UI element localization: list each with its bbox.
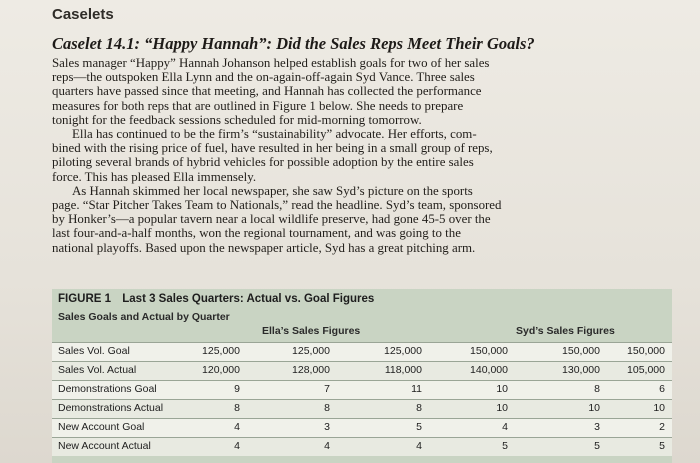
cell: 4 bbox=[234, 421, 240, 433]
cell: 8 bbox=[594, 383, 600, 395]
table-row bbox=[52, 399, 672, 418]
table-row bbox=[52, 342, 672, 361]
cell: 130,000 bbox=[562, 364, 600, 376]
figure-caption bbox=[58, 293, 374, 305]
cell: 5 bbox=[416, 421, 422, 433]
row-label: Demonstrations Actual bbox=[58, 402, 164, 414]
figure-1-table bbox=[52, 289, 672, 463]
cell: 10 bbox=[653, 402, 665, 414]
cell: 10 bbox=[496, 383, 508, 395]
figure-label: FIGURE 1 bbox=[58, 293, 112, 305]
row-label: Sales Vol. Actual bbox=[58, 364, 137, 376]
body-line: force. This has pleased Ella immensely. bbox=[52, 169, 257, 184]
body-line: last four-and-a-half months, won the regional tournament, and was going to the bbox=[52, 226, 461, 241]
cell: 150,000 bbox=[627, 345, 665, 357]
cell: 4 bbox=[502, 421, 508, 433]
table-row bbox=[52, 380, 672, 399]
cell: 5 bbox=[594, 440, 600, 452]
cell: 5 bbox=[502, 440, 508, 452]
body-line: Sales manager “Happy” Hannah Johanson helped establish goals for two of her sales bbox=[52, 56, 490, 70]
cell: 125,000 bbox=[384, 345, 422, 357]
cell: 8 bbox=[324, 402, 330, 414]
body-line: national playoffs. Based upon the newspaper article, Syd has a great pitching arm. bbox=[52, 240, 476, 255]
body-line: by Honker’s—a popular tavern near a local wildlife preserve, had gone 45-5 over the bbox=[52, 212, 491, 227]
table-row bbox=[52, 361, 672, 380]
cell: 125,000 bbox=[292, 345, 330, 357]
cell: 10 bbox=[588, 402, 600, 414]
body-line: quarters have passed since that meeting, and Hannah has collected the performance bbox=[52, 84, 482, 99]
caselet-body bbox=[52, 56, 540, 255]
caselet-title: Caselet 14.1: “Happy Hannah”: Did the Sales Reps Meet Their Goals? bbox=[52, 34, 535, 53]
table-body bbox=[52, 342, 672, 456]
section-heading: Caselets bbox=[52, 6, 114, 23]
body-line: tonight for the feedback sessions scheduled for mid-morning tomorrow. bbox=[52, 112, 422, 127]
cell: 7 bbox=[324, 383, 330, 395]
body-line: piloting several brands of hybrid vehicles for possible adoption by the entire sales bbox=[52, 155, 474, 170]
cell: 6 bbox=[659, 383, 665, 395]
syd-header: Syd’s Sales Figures bbox=[516, 325, 615, 337]
cell: 125,000 bbox=[202, 345, 240, 357]
body-line: measures for both reps that are outlined in Figure 1 below. She needs to prepare bbox=[52, 98, 464, 113]
row-label: New Account Actual bbox=[58, 440, 151, 452]
cell: 8 bbox=[416, 402, 422, 414]
stub-header: Sales Goals and Actual by Quarter bbox=[58, 311, 230, 323]
cell: 118,000 bbox=[384, 364, 422, 376]
cell: 120,000 bbox=[202, 364, 240, 376]
cell: 9 bbox=[234, 383, 240, 395]
cell: 3 bbox=[324, 421, 330, 433]
cell: 2 bbox=[659, 421, 665, 433]
ella-header: Ella’s Sales Figures bbox=[262, 325, 361, 337]
row-label: Demonstrations Goal bbox=[58, 383, 157, 395]
body-line: reps—the outspoken Ella Lynn and the on-again-off-again Syd Vance. Three sales bbox=[52, 70, 475, 85]
body-line: As Hannah skimmed her local newspaper, she saw Syd’s picture on the sports bbox=[72, 183, 473, 198]
row-label: New Account Goal bbox=[58, 421, 145, 433]
cell: 11 bbox=[411, 383, 422, 395]
cell: 140,000 bbox=[470, 364, 508, 376]
cell: 4 bbox=[416, 440, 422, 452]
row-label: Sales Vol. Goal bbox=[58, 345, 130, 357]
cell: 3 bbox=[594, 421, 600, 433]
cell: 10 bbox=[496, 402, 508, 414]
body-line: bined with the rising price of fuel, have resulted in her being in a small group of reps, bbox=[52, 141, 493, 156]
cell: 128,000 bbox=[292, 364, 330, 376]
body-line: page. “Star Pitcher Takes Team to Nationals,” read the headline. Syd’s team, sponsored bbox=[52, 198, 502, 213]
cell: 4 bbox=[324, 440, 330, 452]
cell: 105,000 bbox=[627, 364, 665, 376]
table-row bbox=[52, 418, 672, 437]
table-row bbox=[52, 437, 672, 456]
cell: 150,000 bbox=[470, 345, 508, 357]
cell: 5 bbox=[659, 440, 665, 452]
cell: 4 bbox=[234, 440, 240, 452]
cell: 8 bbox=[234, 402, 240, 414]
body-line: Ella has continued to be the firm’s “sustainability” advocate. Her efforts, com- bbox=[72, 127, 477, 142]
figure-title: Last 3 Sales Quarters: Actual vs. Goal Figures bbox=[122, 293, 375, 305]
cell: 150,000 bbox=[562, 345, 600, 357]
